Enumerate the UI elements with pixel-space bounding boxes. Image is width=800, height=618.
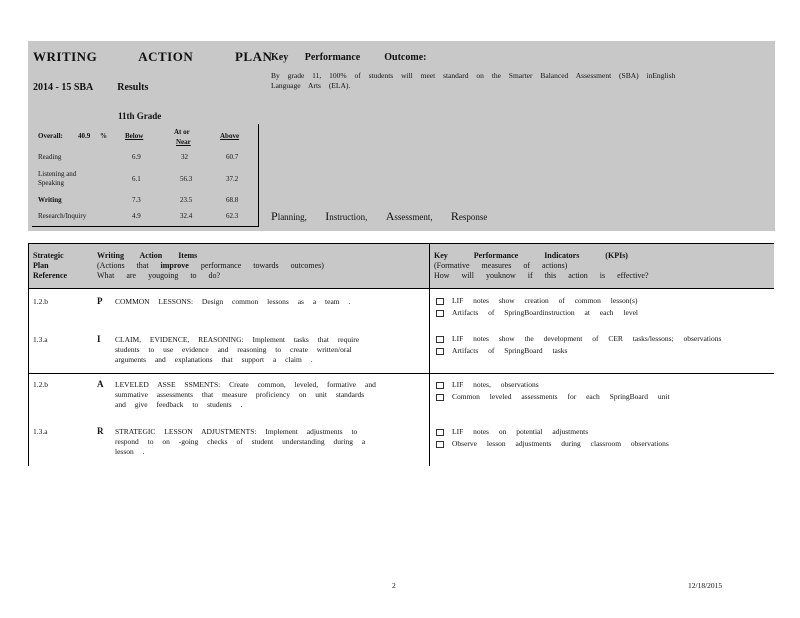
kpi-item — [436, 345, 721, 357]
header-line: Reference — [33, 271, 68, 280]
score-row — [38, 196, 258, 208]
checkbox-icon — [436, 429, 444, 436]
action-line: COMMON LESSONS: Design common lessons as a team . — [115, 297, 351, 306]
header-line: Plan — [33, 261, 49, 270]
kpi-text: Artifacts of SpringBoardinstruction at each level — [452, 308, 638, 317]
kpi-list — [436, 426, 669, 450]
overall-value: 40.9 — [78, 132, 91, 140]
score-table — [32, 124, 259, 227]
action-line: arguments and explanations that support a claim . — [115, 355, 313, 364]
row-label: Writing — [38, 196, 62, 204]
row-above: 62.3 — [226, 212, 239, 220]
pias-cap: A — [385, 209, 395, 223]
row-below: 6.9 — [132, 153, 141, 161]
header-kpis — [434, 251, 649, 281]
overall-unit: % — [100, 132, 107, 140]
header-plan-reference — [33, 251, 67, 281]
row-above: 68.8 — [226, 196, 239, 204]
header-action-items — [97, 251, 324, 281]
checkbox-icon — [436, 348, 444, 355]
header-line: Strategic — [33, 251, 64, 260]
action-item — [115, 335, 410, 365]
checkbox-icon — [436, 298, 444, 305]
plan-reference: 1.2.b — [33, 297, 48, 306]
score-row — [38, 153, 258, 165]
row-near: 23.5 — [180, 196, 193, 204]
row-label: Reading — [38, 153, 62, 161]
header-title: Key Performance Indicators (KPIs) — [434, 251, 628, 260]
pias-letter: A — [97, 379, 104, 389]
kpi-item — [436, 438, 669, 450]
row-label: Research/Inquiry — [38, 212, 87, 220]
row-below: 7.3 — [132, 196, 141, 204]
checkbox-icon — [436, 382, 444, 389]
pias-cap: I — [325, 209, 330, 223]
pias-letter: P — [97, 296, 103, 306]
kpo-title — [271, 52, 426, 63]
pias-rest: lanning, — [277, 212, 307, 222]
header-question: How will youknow if this action is effective? — [434, 271, 649, 280]
kpi-item — [436, 391, 670, 403]
kpi-item — [436, 426, 669, 438]
action-item — [115, 380, 410, 410]
pias-letter: I — [97, 334, 101, 344]
kpi-item — [436, 333, 721, 345]
kpi-text: Observe lesson adjustments during classroom observations — [452, 439, 669, 448]
kpo-line: By grade 11, 100% of students will meet standard on the Smarter Balanced Assessment (SBA) inEnglish — [271, 71, 676, 80]
row-below: 6.1 — [132, 175, 141, 183]
header-title: Writing Action Items — [97, 251, 198, 260]
action-line: lesson . — [115, 447, 145, 456]
row-below: 4.9 — [132, 212, 141, 220]
checkbox-icon — [436, 394, 444, 401]
action-line: students to use evidence and reasoning to create written/oral — [115, 345, 352, 354]
header-subtitle: (Formative measures of actions) — [434, 261, 568, 270]
kpi-item — [436, 307, 638, 319]
pias-rest: nstruction, — [329, 212, 368, 222]
pias-framework — [271, 209, 487, 224]
row-above: 37.2 — [226, 175, 239, 183]
action-item — [115, 297, 410, 307]
action-line: STRATEGIC LESSON ADJUSTMENTS: Implement adjustments to — [115, 427, 358, 436]
grade-label: 11th Grade — [118, 111, 162, 121]
pias-rest: ssessment, — [394, 212, 433, 222]
table-border-left — [28, 244, 29, 466]
action-line: respond to on -going checks of student understanding during a — [115, 437, 366, 446]
document-title: WRITING ACTION PLAN — [33, 49, 273, 64]
plan-reference: 1.3.a — [33, 335, 48, 344]
col-below: Below — [125, 132, 144, 140]
pias-letter: R — [97, 426, 104, 436]
overall-label: Overall: — [38, 132, 63, 140]
action-line: and give feedback to students . — [115, 400, 243, 409]
table-row-divider — [28, 373, 774, 374]
action-item — [115, 427, 410, 457]
checkbox-icon — [436, 336, 444, 343]
kpi-text: LIF notes, observations — [452, 380, 539, 389]
table-column-divider — [429, 244, 430, 466]
header-question: What are yougoing to do? — [97, 271, 221, 280]
col-near-2: Near — [176, 138, 191, 146]
header-subtitle-bold: improve — [160, 261, 189, 270]
row-above: 60.7 — [226, 153, 239, 161]
sba-results-heading — [33, 82, 148, 93]
kpi-list — [436, 295, 638, 319]
score-row — [38, 212, 258, 224]
kpi-text: LIF notes show the development of CER tasks/lessons; observations — [452, 334, 722, 343]
header-subtitle — [97, 261, 324, 271]
kpo-title-main: Key Performance — [271, 52, 361, 63]
kpi-list — [436, 379, 670, 403]
plan-reference: 1.3.a — [33, 427, 48, 436]
action-line: CLAIM, EVIDENCE, REASONING: Implement tasks that require — [115, 335, 360, 344]
page-number: 2 — [392, 581, 396, 590]
kpo-title-outcome: Outcome: — [384, 52, 427, 63]
score-row — [38, 170, 258, 190]
col-above: Above — [220, 132, 240, 140]
sba-results-label: Results — [117, 82, 149, 93]
action-line: summative assessments that measure proficiency on unit standards — [115, 390, 365, 399]
plan-reference: 1.2.b — [33, 380, 48, 389]
footer-date: 12/18/2015 — [688, 581, 723, 590]
row-near: 32 — [181, 153, 188, 161]
sba-year: 2014 - 15 SBA — [33, 82, 93, 93]
pias-cap: R — [450, 209, 459, 223]
pias-rest: esponse — [458, 212, 488, 222]
header-subtitle-part: (Actions that — [97, 261, 161, 270]
checkbox-icon — [436, 310, 444, 317]
checkbox-icon — [436, 441, 444, 448]
kpo-line: Language Arts (ELA). — [271, 81, 351, 90]
kpi-list — [436, 333, 721, 357]
row-label: Listening and Speaking — [38, 170, 77, 187]
kpi-item — [436, 379, 670, 391]
kpi-text: Artifacts of SpringBoard tasks — [452, 346, 568, 355]
kpi-item — [436, 295, 638, 307]
kpi-text: LIF notes show creation of common lesson(s) — [452, 296, 638, 305]
kpi-text: LIF notes on potential adjustments — [452, 427, 589, 436]
kpi-text: Common leveled assessments for each SpringBoard unit — [452, 392, 670, 401]
row-near: 32.4 — [180, 212, 193, 220]
action-line: LEVELED ASSE SSMENTS: Create common, leveled, formative and — [115, 380, 376, 389]
pias-cap: P — [271, 209, 278, 223]
header-subtitle-part: performance towards outcomes) — [188, 261, 324, 270]
row-near: 56.3 — [180, 175, 193, 183]
col-near-1: At or — [174, 128, 190, 136]
kpo-statement — [271, 71, 741, 91]
